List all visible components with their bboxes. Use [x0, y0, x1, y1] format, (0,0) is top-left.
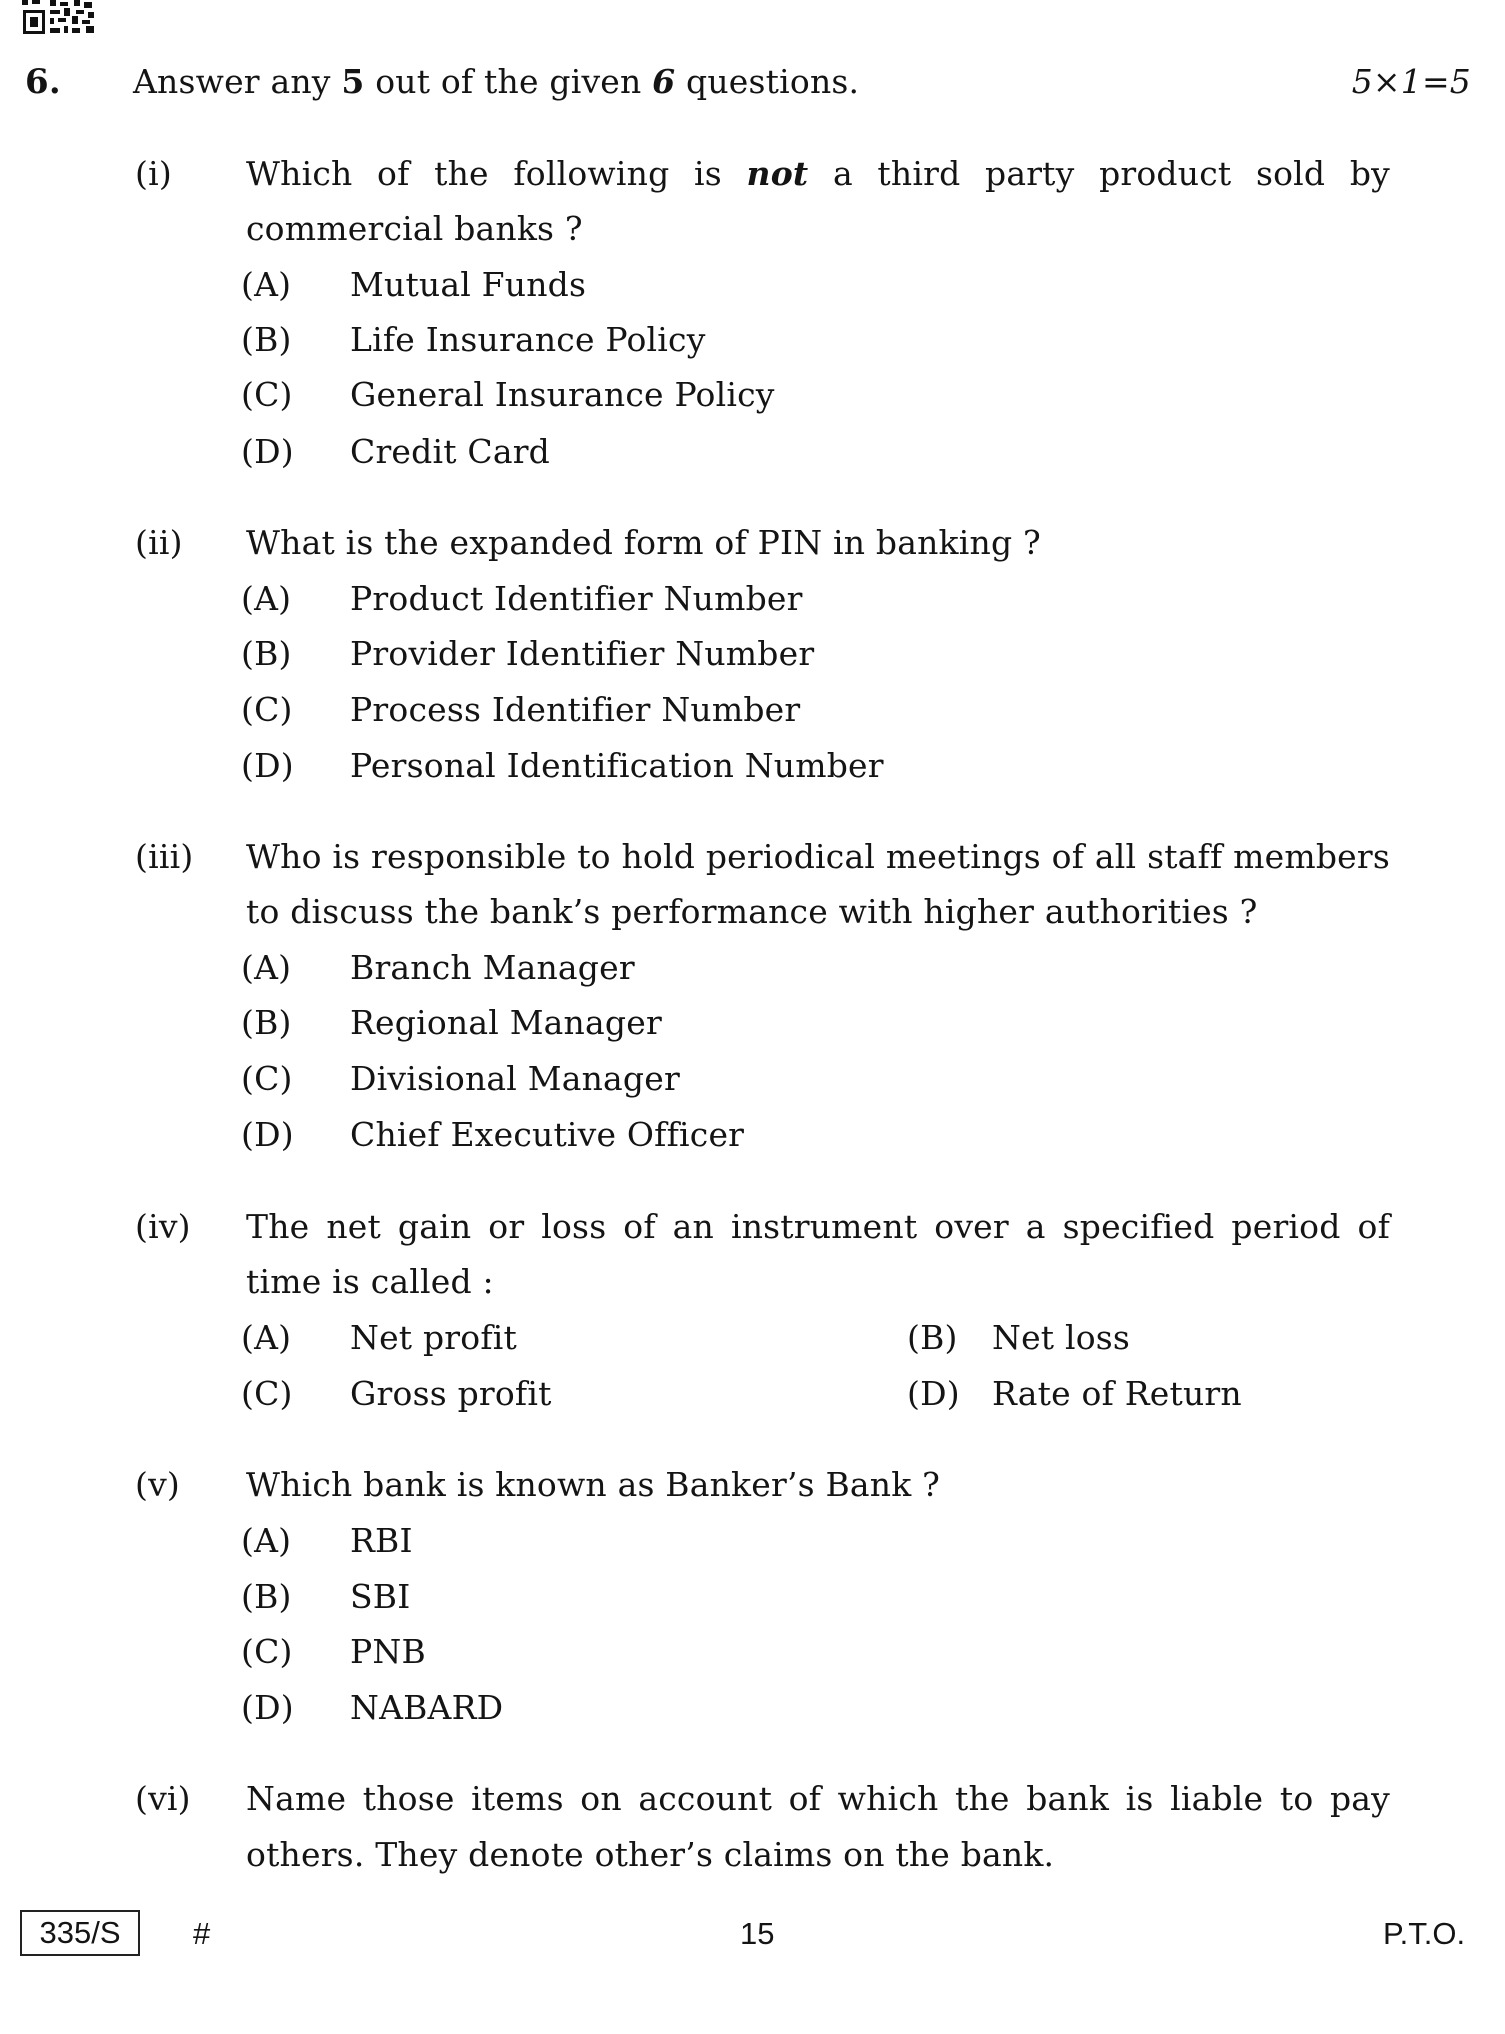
question-text: Which of the following is	[246, 154, 747, 193]
question-label: (ii)	[135, 523, 183, 562]
option-text: Mutual Funds	[350, 265, 587, 304]
page-number: 15	[740, 1916, 775, 1951]
option-letter: (D)	[241, 1115, 294, 1154]
question-text: a third party product sold by	[808, 154, 1390, 193]
question-text-line: The net gain or loss of an instrument over a specified period of	[246, 1207, 1390, 1246]
question-label: (vi)	[135, 1779, 191, 1818]
option-letter: (B)	[241, 1577, 292, 1616]
option-letter: (A)	[241, 265, 292, 304]
option-letter: (C)	[241, 690, 293, 729]
option-text: Credit Card	[350, 432, 551, 471]
option-letter: (C)	[241, 1632, 293, 1671]
footer-hash: #	[193, 1916, 211, 1951]
option-letter: (D)	[907, 1374, 960, 1413]
option-letter: (A)	[241, 948, 292, 987]
option-text: Personal Identification Number	[350, 746, 884, 785]
please-turn-over: P.T.O.	[1383, 1916, 1466, 1951]
option-text: Process Identifier Number	[350, 690, 801, 729]
option-letter: (D)	[241, 746, 294, 785]
option-text: General Insurance Policy	[350, 375, 775, 414]
marks-allocation: 5×1=5	[1351, 62, 1471, 101]
option-letter: (C)	[241, 1059, 293, 1098]
question-emphasis: not	[746, 154, 809, 193]
qr-code-icon	[22, 0, 96, 35]
question-text-line: others. They denote other’s claims on the bank.	[246, 1835, 1055, 1874]
option-letter: (A)	[241, 1521, 292, 1560]
instruction-suffix: questions.	[675, 62, 860, 101]
option-letter: (B)	[907, 1318, 958, 1357]
instruction-middle: out of the given	[364, 62, 653, 101]
instruction-attempt-count: 5	[341, 62, 365, 101]
question-text-line: time is called :	[246, 1262, 494, 1301]
question-text-line	[246, 154, 1390, 194]
option-text: Branch Manager	[350, 948, 635, 987]
option-letter: (C)	[241, 1374, 293, 1413]
instruction-prefix: Answer any	[133, 62, 342, 101]
option-letter: (D)	[241, 1688, 294, 1727]
option-text: Life Insurance Policy	[350, 320, 706, 359]
question-label: (v)	[135, 1465, 180, 1504]
option-text: NABARD	[350, 1688, 504, 1727]
option-text: Provider Identifier Number	[350, 634, 815, 673]
question-label: (i)	[135, 154, 172, 193]
option-letter: (B)	[241, 634, 292, 673]
question-text-line: commercial banks ?	[246, 209, 583, 248]
option-letter: (A)	[241, 579, 292, 618]
option-text: Divisional Manager	[350, 1059, 680, 1098]
option-text: Chief Executive Officer	[350, 1115, 745, 1154]
option-letter: (B)	[241, 320, 292, 359]
paper-code-box: 335/S	[20, 1910, 140, 1956]
option-letter: (C)	[241, 375, 293, 414]
question-text-line: Which bank is known as Banker’s Bank ?	[246, 1465, 941, 1504]
question-text-line: Who is responsible to hold periodical meetings of all staff members	[246, 837, 1390, 876]
option-letter: (D)	[241, 432, 294, 471]
option-text: Gross profit	[350, 1374, 552, 1413]
question-text-line: What is the expanded form of PIN in banking ?	[246, 523, 1041, 562]
option-letter: (B)	[241, 1003, 292, 1042]
option-text: Product Identifier Number	[350, 579, 803, 618]
option-text: Net loss	[992, 1318, 1131, 1357]
option-text: Net profit	[350, 1318, 517, 1357]
question-label: (iv)	[135, 1207, 191, 1246]
question-number: 6.	[25, 62, 61, 102]
option-text: PNB	[350, 1632, 426, 1671]
question-text-line: Name those items on account of which the bank is liable to pay	[246, 1779, 1390, 1818]
option-text: SBI	[350, 1577, 411, 1616]
option-text: RBI	[350, 1521, 413, 1560]
section-instruction	[133, 62, 859, 102]
question-text-line: to discuss the bank’s performance with higher authorities ?	[246, 892, 1258, 931]
option-text: Regional Manager	[350, 1003, 662, 1042]
option-letter: (A)	[241, 1318, 292, 1357]
question-label: (iii)	[135, 837, 194, 876]
option-text: Rate of Return	[992, 1374, 1242, 1413]
instruction-total-count: 6	[652, 62, 676, 101]
